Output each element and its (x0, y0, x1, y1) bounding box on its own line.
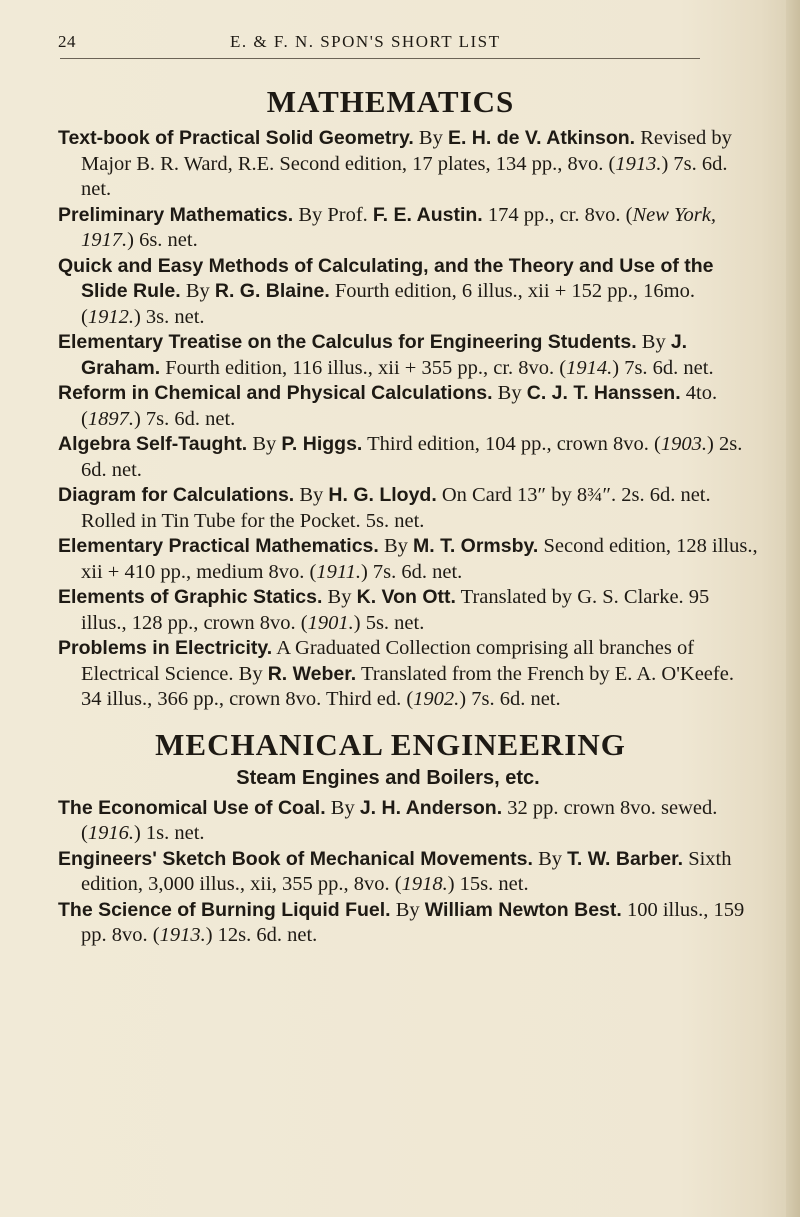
entry-details: Sixth edition, 3,000 illus., xii, 355 pp., 8vo. ( (81, 847, 732, 895)
entry-year: 1913. (159, 924, 206, 946)
entry-by: By (294, 484, 329, 506)
entry-author: T. W. Barber. (567, 847, 684, 870)
entry-price: ) 6s. net. (127, 229, 198, 251)
entry-author: J. Graham. (81, 331, 688, 379)
entry-title: The Economical Use of Coal. (58, 796, 326, 819)
entry-by: By (532, 847, 568, 870)
entry-year: 1912. (87, 305, 134, 328)
entry-author: M. T. Ormsby. (413, 535, 539, 557)
entry-title: Problems in Electricity. (58, 637, 273, 659)
entry-details: 100 illus., 159 pp. 8vo. ( (81, 898, 745, 946)
entry-author: R. G. Blaine. (214, 280, 330, 302)
entry-price: ) 1s. net. (133, 822, 205, 844)
entry-author: William Newton Best. (424, 898, 622, 921)
entry-year: 1916. (87, 822, 134, 844)
entry-title: Elementary Practical Mathematics. (58, 535, 379, 557)
catalog-entry (58, 203, 758, 254)
catalog-entry (58, 432, 758, 483)
section-title-mathematics: MATHEMATICS (266, 84, 515, 119)
entry-by: By Prof. (293, 203, 373, 226)
entry-author: K. Von Ott. (356, 586, 456, 608)
entry-price: ) 3s. net. (133, 305, 205, 328)
entry-year: 1902. (413, 688, 460, 710)
entry-title: Quick and Easy Methods of Calculating, and the Theory and Use of the Slide Rule. (58, 254, 714, 302)
entry-author: J. H. Anderson. (359, 796, 503, 819)
entry-author: H. G. Lloyd. (328, 484, 437, 506)
catalog-entry (58, 381, 758, 432)
entry-by: By (322, 586, 357, 608)
catalog-entry (58, 585, 758, 636)
catalog-entry (58, 847, 758, 898)
entry-price: ) 7s. 6d. net. (133, 407, 236, 430)
running-title: E. & F. N. SPON'S SHORT LIST (230, 32, 501, 51)
catalog-entry (58, 534, 758, 585)
entry-year: 1901. (307, 611, 354, 634)
entry-price: ) 2s. 6d. net. (81, 433, 743, 481)
entry-price: ) 7s. 6d. net. (459, 688, 561, 710)
entry-details: Fourth edition, 6 illus., xii + 152 pp., 16mo. ( (81, 280, 695, 328)
entry-price: ) 15s. net. (447, 873, 529, 895)
entry-year: 1914. (566, 356, 613, 379)
entry-by: By (636, 331, 671, 353)
entry-by: A Graduated Collection comprising all branches of Electrical Science. By (81, 637, 695, 685)
section-title-mechanical-engineering: MECHANICAL ENGINEERING (155, 726, 626, 762)
entry-title: Preliminary Mathematics. (58, 203, 294, 226)
entry-title: Elementary Treatise on the Calculus for Engineering Students. (58, 331, 637, 353)
entry-year: New York, 1917. (81, 203, 717, 251)
catalog-entry (58, 254, 758, 331)
catalog-entry (58, 636, 758, 713)
entry-details: 4to. ( (81, 382, 718, 430)
entry-price: ) 7s. 6d. net. (81, 152, 728, 200)
entry-by: By (180, 280, 215, 302)
entry-details: On Card 13″ by 8¾″. 2s. 6d. net. Rolled in Tin Tube for the Pocket. 5s. net. (81, 484, 711, 532)
entry-details: Second edition, 128 illus., xii + 410 pp., medium 8vo. ( (81, 535, 758, 583)
catalog-entry (58, 483, 758, 534)
entry-title: The Science of Burning Liquid Fuel. (58, 898, 391, 921)
entry-by: By (247, 433, 282, 455)
entry-price: ) 12s. 6d. net. (205, 924, 318, 946)
entry-details: Third edition, 104 pp., crown 8vo. ( (362, 433, 661, 455)
catalog-entry (58, 330, 758, 381)
catalog-entry (58, 898, 758, 949)
entry-details: Translated by G. S. Clarke. 95 illus., 128 pp., crown 8vo. ( (81, 586, 710, 634)
entry-year: 1918. (401, 873, 448, 895)
entry-author: C. J. T. Hanssen. (526, 382, 681, 404)
entry-by: By (492, 382, 527, 404)
section-subtitle: Steam Engines and Boilers, etc. (236, 766, 540, 789)
page-content (58, 72, 758, 949)
mathematics-list (58, 126, 758, 713)
page-edge (786, 0, 800, 1217)
entry-details: 32 pp. crown 8vo. sewed. ( (81, 796, 718, 844)
entry-details: 174 pp., cr. 8vo. ( (482, 203, 633, 226)
mechanical-engineering-list (58, 796, 758, 949)
entry-by: By (378, 535, 414, 557)
page-number: 24 (58, 32, 76, 51)
header-rule (60, 58, 700, 59)
entry-title: Elements of Graphic Statics. (58, 586, 323, 608)
entry-details: Fourth edition, 116 illus., xii + 355 pp., cr. 8vo. ( (160, 356, 567, 379)
entry-author: P. Higgs. (281, 433, 363, 455)
entry-details: Translated from the French by E. A. O'Keefe. 34 illus., 366 pp., crown 8vo. Third ed. ( (81, 662, 734, 710)
entry-title: Engineers' Sketch Book of Mechanical Movements. (58, 847, 533, 870)
entry-title: Algebra Self-Taught. (58, 433, 248, 455)
entry-year: 1911. (316, 560, 361, 583)
entry-author: F. E. Austin. (372, 203, 483, 226)
entry-price: ) 5s. net. (353, 611, 425, 634)
entry-year: 1913. (615, 152, 662, 175)
entry-year: 1897. (87, 407, 134, 430)
entry-by: By (325, 796, 360, 819)
entry-by: By (413, 127, 448, 149)
entry-details: Revised by Major B. R. Ward, R.E. Second edition, 17 plates, 134 pp., 8vo. ( (81, 127, 732, 175)
entry-title: Diagram for Calculations. (58, 484, 295, 506)
entry-year: 1903. (660, 433, 708, 455)
entry-title: Reform in Chemical and Physical Calculations. (58, 382, 493, 404)
entry-price: ) 7s. 6d. net. (360, 560, 463, 583)
entry-author: R. Weber. (267, 662, 357, 685)
entry-author: E. H. de V. Atkinson. (447, 127, 636, 149)
entry-title: Text-book of Practical Solid Geometry. (58, 127, 414, 149)
catalog-entry (58, 796, 758, 847)
entry-by: By (390, 898, 425, 921)
entry-price: ) 7s. 6d. net. (612, 356, 714, 379)
catalog-entry (58, 126, 758, 203)
